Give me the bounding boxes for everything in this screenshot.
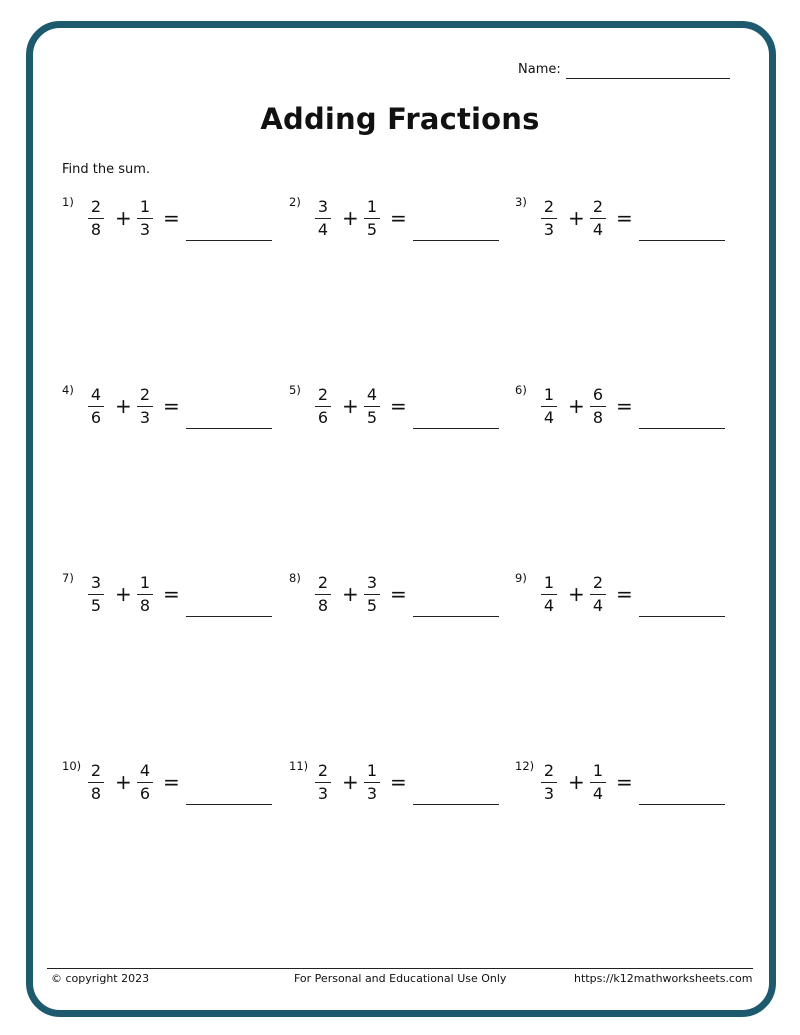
numerator: 2	[592, 573, 604, 592]
fraction-bar	[88, 594, 104, 595]
equals-sign: =	[390, 206, 407, 230]
fraction-bar	[137, 782, 153, 783]
instructions: Find the sum.	[62, 162, 151, 177]
footer-url[interactable]: https://k12mathworksheets.com	[574, 972, 753, 985]
equals-sign: =	[390, 582, 407, 606]
numerator: 2	[90, 197, 102, 216]
answer-line[interactable]	[186, 616, 272, 617]
fraction-bar	[364, 594, 380, 595]
equals-sign: =	[616, 206, 633, 230]
numerator: 2	[317, 385, 329, 404]
problem-item	[62, 759, 292, 819]
plus-sign: +	[115, 206, 132, 230]
numerator: 6	[592, 385, 604, 404]
fraction-a	[315, 385, 331, 427]
fraction-a	[88, 385, 104, 427]
problem-number: 4)	[62, 383, 74, 397]
name-field-line[interactable]	[566, 78, 730, 79]
equals-sign: =	[390, 770, 407, 794]
fraction-bar	[590, 594, 606, 595]
fraction-a	[315, 761, 331, 803]
denominator: 3	[366, 784, 378, 803]
numerator: 3	[90, 573, 102, 592]
fraction-bar	[590, 782, 606, 783]
fraction-a	[88, 573, 104, 615]
numerator: 1	[366, 761, 378, 780]
denominator: 4	[592, 784, 604, 803]
denominator: 4	[592, 220, 604, 239]
equals-sign: =	[616, 770, 633, 794]
fraction-bar	[315, 406, 331, 407]
fraction-b	[590, 197, 606, 239]
plus-sign: +	[115, 394, 132, 418]
answer-line[interactable]	[413, 616, 499, 617]
fraction-a	[315, 197, 331, 239]
footer-copyright: © copyright 2023	[51, 972, 150, 985]
numerator: 2	[90, 761, 102, 780]
denominator: 8	[90, 220, 102, 239]
denominator: 3	[543, 784, 555, 803]
numerator: 1	[543, 573, 555, 592]
denominator: 3	[139, 408, 151, 427]
denominator: 4	[317, 220, 329, 239]
problem-item	[515, 383, 745, 443]
denominator: 6	[139, 784, 151, 803]
fraction-b	[137, 573, 153, 615]
fraction-b	[364, 573, 380, 615]
problem-number: 3)	[515, 195, 527, 209]
denominator: 3	[139, 220, 151, 239]
fraction-bar	[137, 218, 153, 219]
problem-item	[515, 195, 745, 255]
fraction-a	[541, 761, 557, 803]
denominator: 5	[366, 408, 378, 427]
numerator: 1	[366, 197, 378, 216]
problem-number: 9)	[515, 571, 527, 585]
problem-item	[289, 383, 519, 443]
plus-sign: +	[568, 206, 585, 230]
answer-line[interactable]	[639, 428, 725, 429]
numerator: 3	[366, 573, 378, 592]
denominator: 4	[543, 408, 555, 427]
plus-sign: +	[115, 582, 132, 606]
problem-item	[515, 759, 745, 819]
numerator: 2	[543, 197, 555, 216]
fraction-bar	[315, 594, 331, 595]
plus-sign: +	[342, 206, 359, 230]
denominator: 6	[90, 408, 102, 427]
problem-number: 10)	[62, 759, 82, 773]
fraction-a	[88, 197, 104, 239]
problem-number: 8)	[289, 571, 301, 585]
denominator: 4	[543, 596, 555, 615]
fraction-bar	[541, 594, 557, 595]
fraction-a	[541, 197, 557, 239]
problem-item	[62, 571, 292, 631]
equals-sign: =	[163, 770, 180, 794]
fraction-a	[541, 573, 557, 615]
equals-sign: =	[390, 394, 407, 418]
denominator: 6	[317, 408, 329, 427]
plus-sign: +	[568, 582, 585, 606]
equals-sign: =	[616, 582, 633, 606]
fraction-b	[137, 761, 153, 803]
fraction-bar	[364, 782, 380, 783]
answer-line[interactable]	[639, 804, 725, 805]
denominator: 5	[366, 596, 378, 615]
denominator: 8	[139, 596, 151, 615]
fraction-bar	[315, 782, 331, 783]
footer-usage: For Personal and Educational Use Only	[294, 972, 507, 985]
denominator: 5	[366, 220, 378, 239]
denominator: 3	[317, 784, 329, 803]
answer-line[interactable]	[186, 240, 272, 241]
numerator: 1	[592, 761, 604, 780]
denominator: 4	[592, 596, 604, 615]
fraction-b	[137, 197, 153, 239]
fraction-b	[364, 761, 380, 803]
fraction-b	[590, 385, 606, 427]
problem-item	[289, 571, 519, 631]
problem-number: 7)	[62, 571, 74, 585]
numerator: 1	[139, 197, 151, 216]
numerator: 4	[139, 761, 151, 780]
problem-item	[289, 195, 519, 255]
numerator: 2	[317, 761, 329, 780]
answer-line[interactable]	[639, 240, 725, 241]
fraction-bar	[137, 406, 153, 407]
fraction-bar	[364, 406, 380, 407]
equals-sign: =	[163, 582, 180, 606]
answer-line[interactable]	[413, 428, 499, 429]
equals-sign: =	[163, 206, 180, 230]
problem-number: 1)	[62, 195, 74, 209]
fraction-bar	[541, 406, 557, 407]
fraction-bar	[590, 218, 606, 219]
numerator: 4	[90, 385, 102, 404]
problem-item	[62, 195, 292, 255]
fraction-b	[364, 385, 380, 427]
problem-number: 6)	[515, 383, 527, 397]
fraction-bar	[364, 218, 380, 219]
numerator: 2	[139, 385, 151, 404]
numerator: 2	[317, 573, 329, 592]
answer-line[interactable]	[413, 804, 499, 805]
numerator: 2	[592, 197, 604, 216]
problem-number: 12)	[515, 759, 535, 773]
plus-sign: +	[115, 770, 132, 794]
denominator: 5	[90, 596, 102, 615]
numerator: 4	[366, 385, 378, 404]
plus-sign: +	[342, 394, 359, 418]
problem-item	[289, 759, 519, 819]
plus-sign: +	[568, 770, 585, 794]
denominator: 8	[90, 784, 102, 803]
answer-line[interactable]	[413, 240, 499, 241]
fraction-bar	[590, 406, 606, 407]
numerator: 3	[317, 197, 329, 216]
fraction-bar	[88, 218, 104, 219]
page-title: Adding Fractions	[260, 102, 540, 136]
fraction-bar	[88, 782, 104, 783]
problem-number: 5)	[289, 383, 301, 397]
fraction-a	[315, 573, 331, 615]
fraction-b	[590, 761, 606, 803]
fraction-b	[137, 385, 153, 427]
answer-line[interactable]	[186, 428, 272, 429]
fraction-b	[590, 573, 606, 615]
numerator: 1	[139, 573, 151, 592]
fraction-b	[364, 197, 380, 239]
denominator: 3	[543, 220, 555, 239]
answer-line[interactable]	[639, 616, 725, 617]
answer-line[interactable]	[186, 804, 272, 805]
problem-number: 11)	[289, 759, 309, 773]
plus-sign: +	[342, 770, 359, 794]
name-label: Name:	[518, 62, 561, 77]
problem-number: 2)	[289, 195, 301, 209]
plus-sign: +	[342, 582, 359, 606]
fraction-bar	[541, 218, 557, 219]
numerator: 1	[543, 385, 555, 404]
problem-item	[515, 571, 745, 631]
problem-item	[62, 383, 292, 443]
plus-sign: +	[568, 394, 585, 418]
fraction-bar	[137, 594, 153, 595]
fraction-a	[88, 761, 104, 803]
equals-sign: =	[163, 394, 180, 418]
fraction-bar	[541, 782, 557, 783]
equals-sign: =	[616, 394, 633, 418]
fraction-bar	[88, 406, 104, 407]
denominator: 8	[317, 596, 329, 615]
denominator: 8	[592, 408, 604, 427]
footer-divider	[47, 968, 753, 969]
fraction-a	[541, 385, 557, 427]
numerator: 2	[543, 761, 555, 780]
fraction-bar	[315, 218, 331, 219]
